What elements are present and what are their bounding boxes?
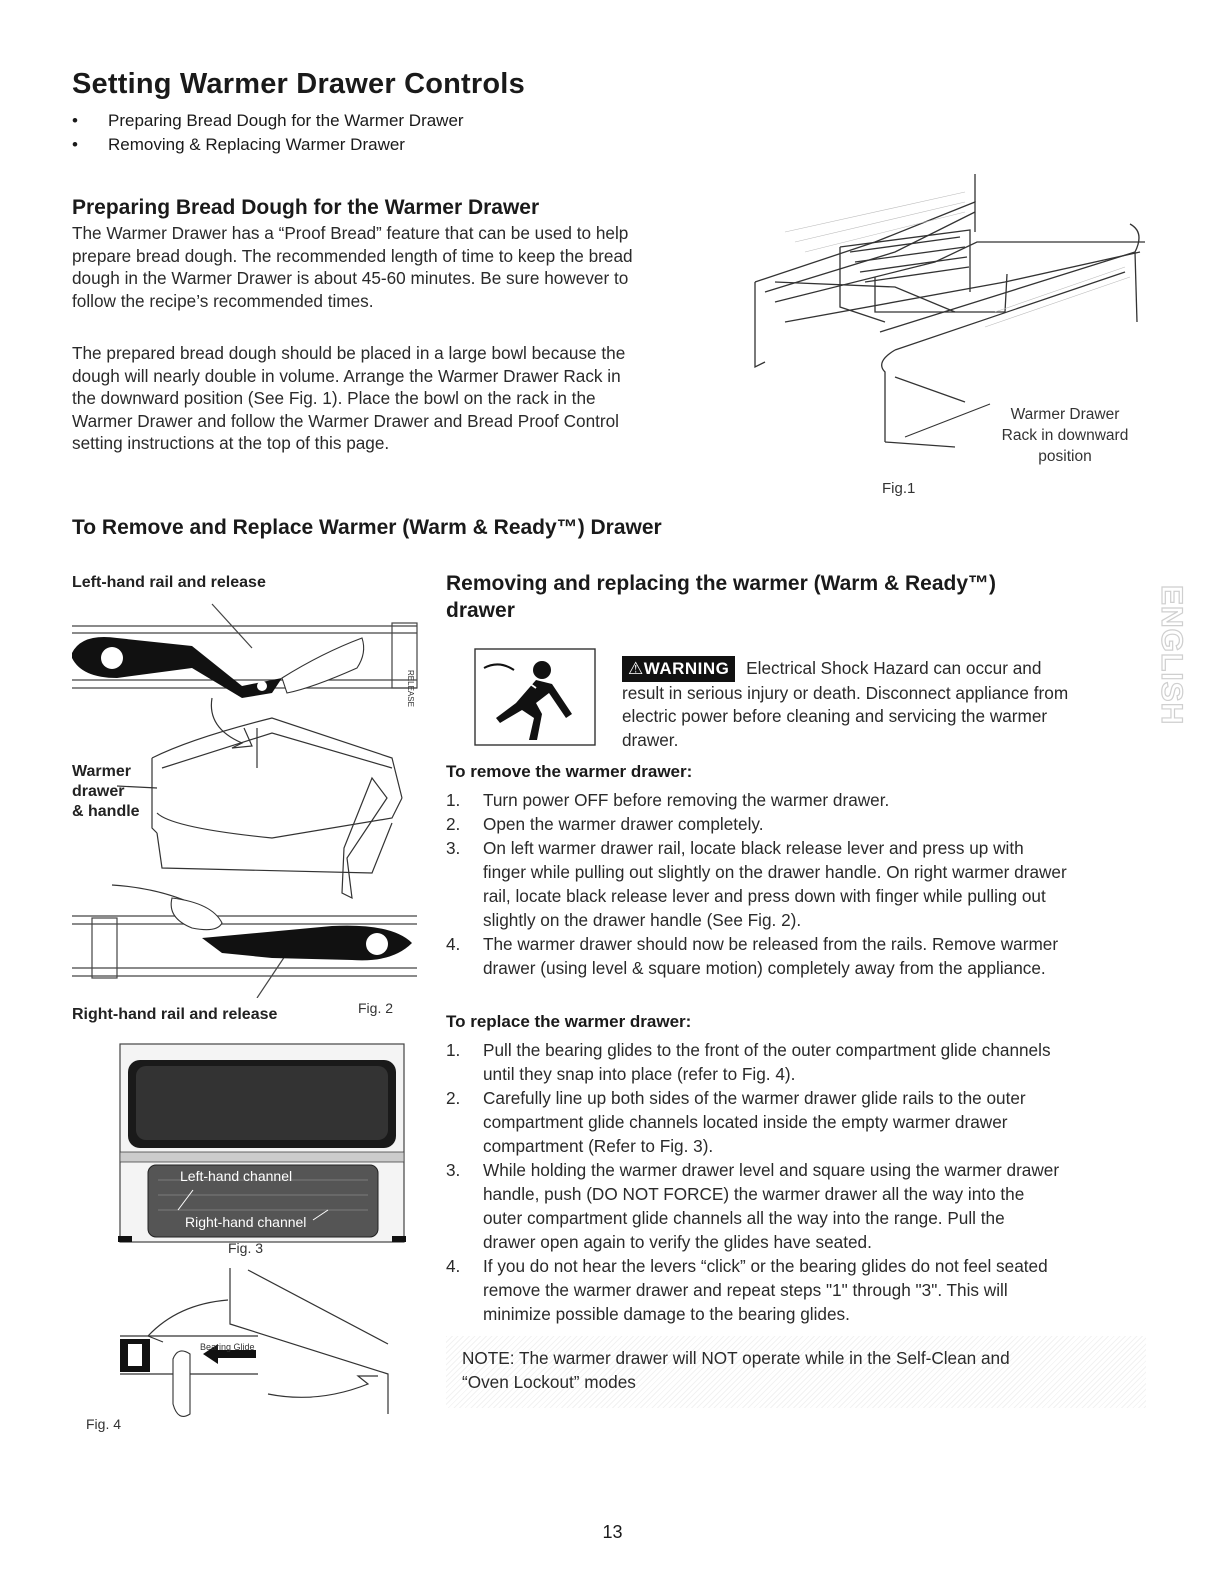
page-title: Setting Warmer Drawer Controls [72, 68, 525, 100]
remove-step-1: 1. Turn power OFF before removing the warmer drawer. [446, 790, 890, 810]
note-box [446, 1336, 1146, 1408]
note-text: NOTE: The warmer drawer will NOT operate while in the Self-Clean and “Oven Lockout” modes [462, 1348, 1010, 1392]
side-tab-english [1150, 585, 1190, 745]
svg-text:Bearing Glide: Bearing Glide [200, 1342, 255, 1352]
bread-paragraph-1: The Warmer Drawer has a “Proof Bread” feature that can be used to help prepare bread dough. The recommended length of time to keep the bread dough in the Warmer Drawer is about 45-60 minutes. Be sure however to follow the recipe’s recommended times. [72, 223, 633, 311]
warning-badge: ⚠WARNING [622, 656, 735, 682]
removing-replacing-heading: Removing and replacing the warmer (Warm & Ready™) drawer [446, 572, 997, 622]
fig4-bearing-glide-illustration [118, 1264, 408, 1439]
replace-step-1: 1. Pull the bearing glides to the front of the outer compartment glide channels until they snap into place (refer to Fig. 4). [446, 1040, 1051, 1084]
remove-steps-heading: To remove the warmer drawer: [446, 762, 693, 781]
left-channel-label: Left-hand channel [180, 1168, 293, 1184]
replace-steps-list [446, 1038, 1146, 1326]
toc-item-2: • Removing & Replacing Warmer Drawer [72, 135, 405, 154]
remove-section-heading: To Remove and Replace Warmer (Warm & Ready™) Drawer [72, 516, 662, 539]
fig4-caption: Fig. 4 [86, 1416, 122, 1432]
bread-heading: Preparing Bread Dough for the Warmer Drawer [72, 196, 540, 219]
remove-step-3: 3. On left warmer drawer rail, locate black release lever and press up with finger while pulling out slightly on the drawer handle. On right warmer drawer rail, locate black release lever and press down with finger while pulling out slightly on the drawer handle (See Fig. 2). [446, 838, 1067, 930]
replace-step-4: 4. If you do not hear the levers “click” or the bearing glides do not feel seated remove the warmer drawer and repeat steps "1" through "3". This will minimize possible damage to the bearing glides. [446, 1256, 1048, 1324]
toc-item-1: • Preparing Bread Dough for the Warmer Drawer [72, 111, 464, 130]
bread-paragraph-2: The prepared bread dough should be placed in a large bowl because the dough will nearly double in volume. Arrange the Warmer Drawer Rack in the downward position (See Fig. 1). Place the bowl on the rack in the Warmer Drawer and follow the Warmer Drawer and Bread Proof Control setting instructions at the top of this page. [72, 343, 626, 453]
fig1-rack-label: Warmer Drawer Rack in downward position [1001, 406, 1129, 465]
remove-steps-list [446, 788, 1146, 980]
left-rail-label: Left-hand rail and release [72, 574, 266, 591]
fig3-caption: Fig. 3 [228, 1240, 264, 1256]
replace-steps-heading: To replace the warmer drawer: [446, 1012, 692, 1031]
electric-shock-warning-icon [474, 648, 596, 746]
replace-step-2: 2. Carefully line up both sides of the warmer drawer glide rails to the outer compartment glide channels located inside the empty warmer drawer compartment (Refer to Fig. 3). [446, 1088, 1026, 1156]
fig1-caption: Fig.1 [882, 480, 916, 497]
warning-text: ⚠WARNING Electrical Shock Hazard can occur and result in serious injury or death. Disconnect appliance from electric power before cleaning and servicing the warmer drawer. [622, 658, 1069, 750]
remove-step-4: 4. The warmer drawer should now be released from the rails. Remove warmer drawer (using level & square motion) completely away from the appliance. [446, 934, 1059, 978]
right-channel-label: Right-hand channel [185, 1214, 307, 1230]
fig2-caption: Fig. 2 [358, 1000, 394, 1016]
remove-step-2: 2. Open the warmer drawer completely. [446, 814, 764, 834]
drawer-handle-label: Warmer drawer & handle [72, 763, 140, 820]
right-rail-label: Right-hand rail and release [72, 1006, 278, 1023]
page-number: 13 [602, 1522, 623, 1542]
replace-step-3: 3. While holding the warmer drawer level and square using the warmer drawer handle, push (DO NOT FORCE) the warmer drawer all the way into the outer compartment glide channels all the way into the range. Pull the drawer open again to verify the glides have seated. [446, 1160, 1060, 1252]
svg-text:RELEASE: RELEASE [406, 670, 415, 707]
svg-text:ENGLISH: ENGLISH [1155, 585, 1188, 726]
